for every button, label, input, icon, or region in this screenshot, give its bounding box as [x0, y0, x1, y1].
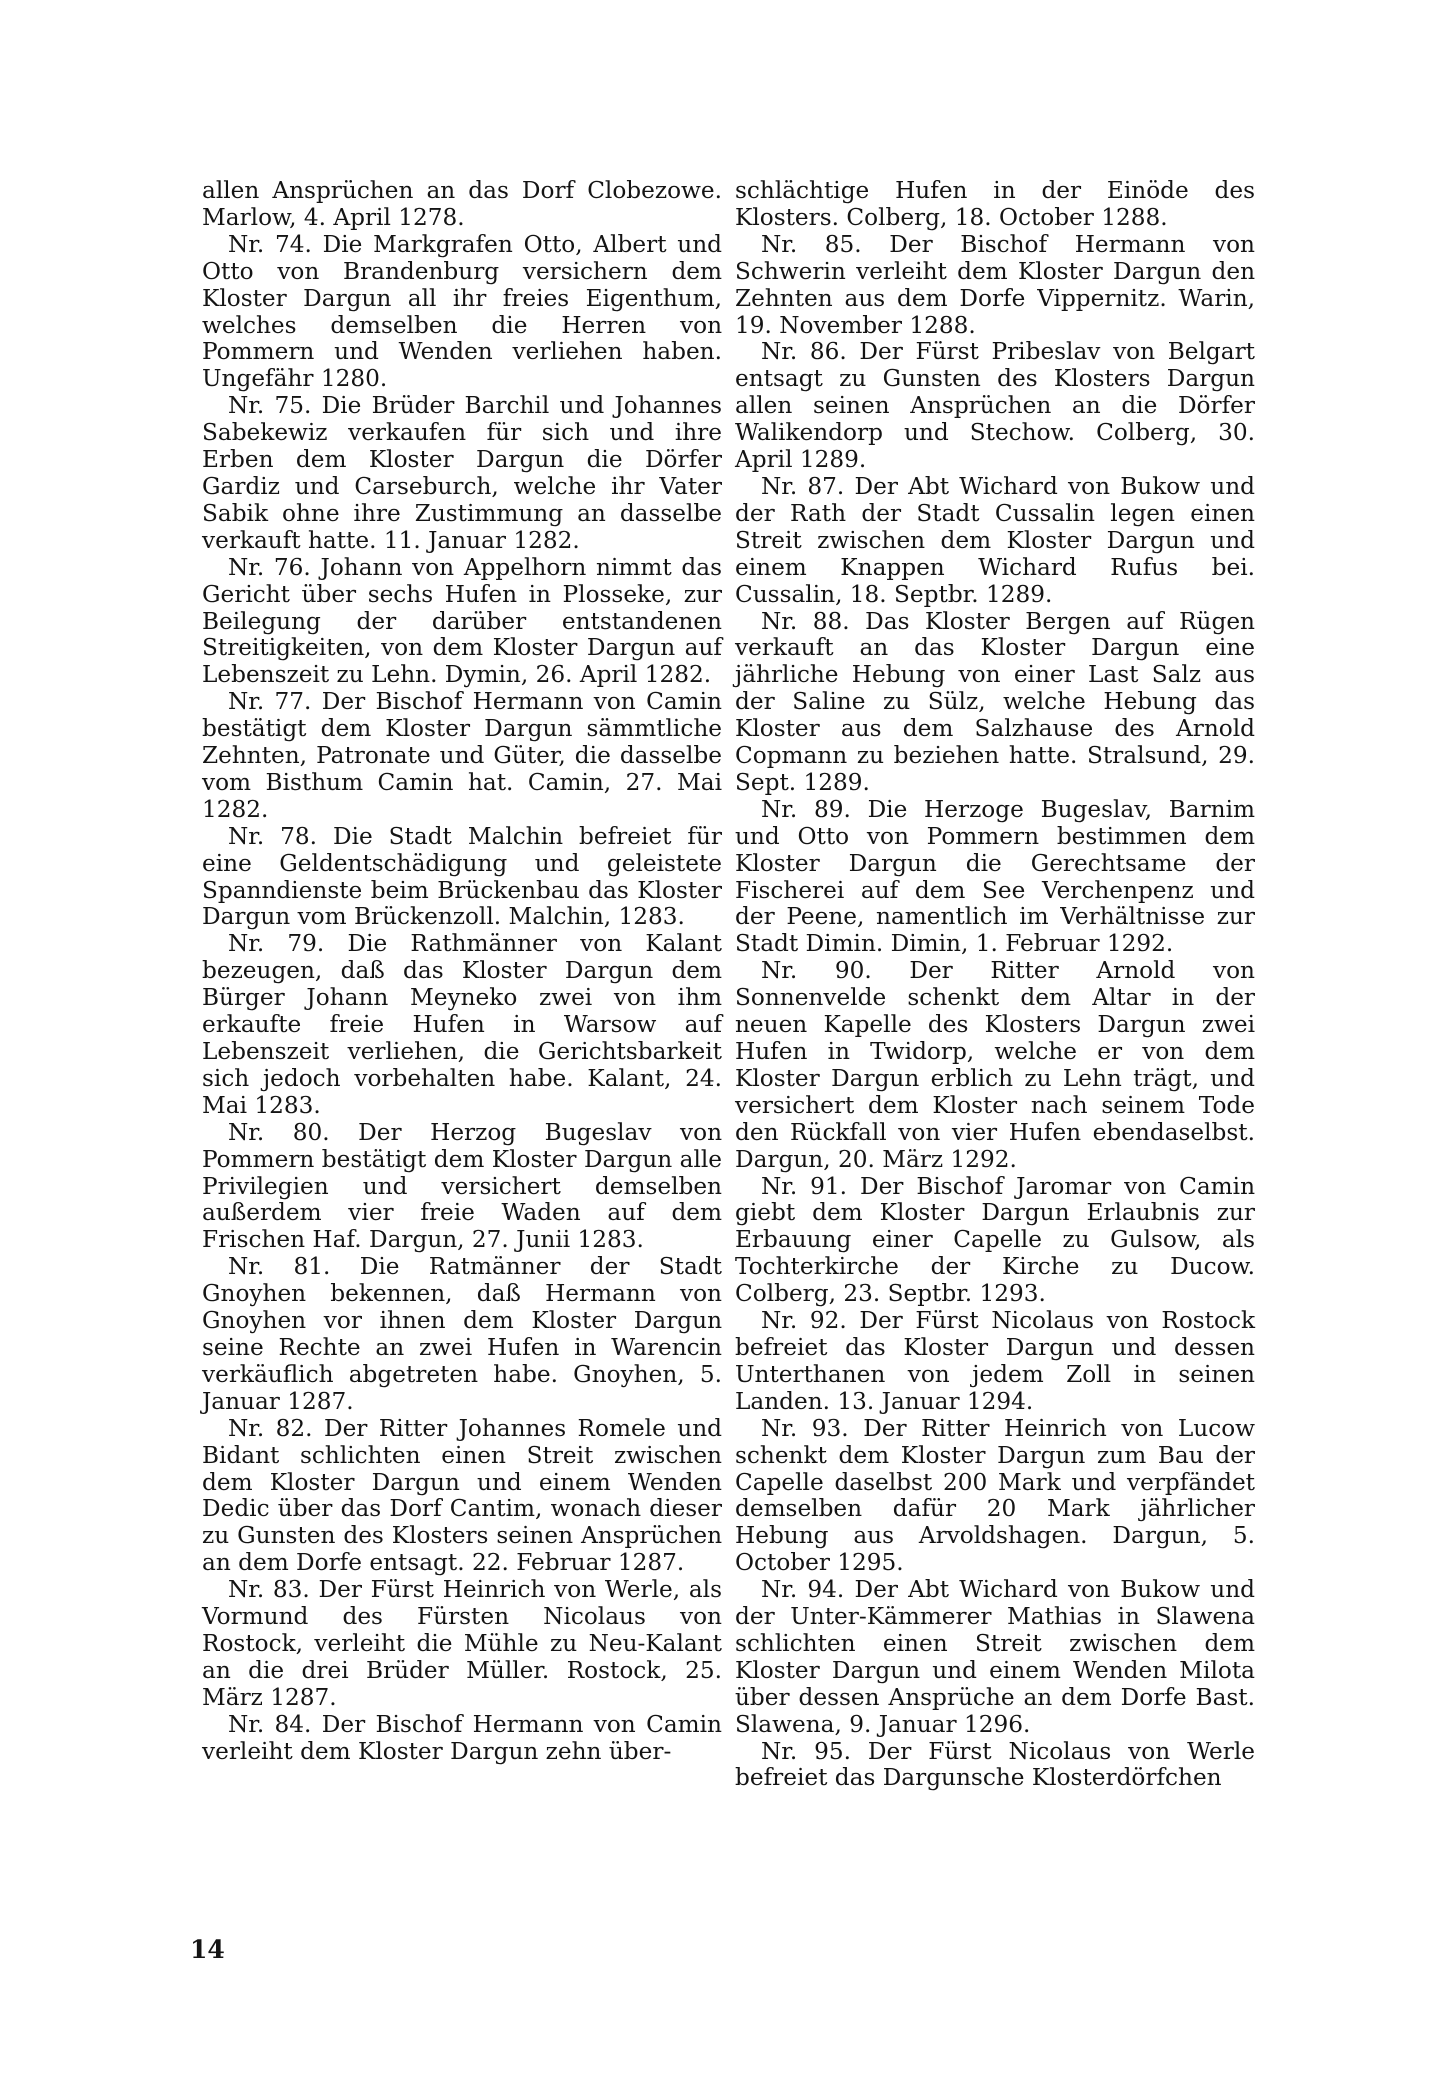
page-number: 14 — [190, 1935, 225, 1964]
left-column — [202, 178, 722, 1765]
entry-nr-83: Nr. 83. Der Fürst Heinrich von Werle, als Vormund des Fürsten Nicolaus von Rostock, verleiht die Mühle zu Neu-Kalant an die drei Brüder Müller. Rostock, 25. März 1287. — [202, 1576, 722, 1711]
entry-nr-75: Nr. 75. Die Brüder Barchil und Johannes Sabekewiz verkaufen für sich und ihre Erben dem Kloster Dargun die Dörfer Gardiz und Carseburch, welche ihr Vater Sabik ohne ihre Zustimmung an dasselbe verkauft hatte. 11. Januar 1282. — [202, 392, 722, 554]
entry-nr-82: Nr. 82. Der Ritter Johannes Romele und Bidant schlichten einen Streit zwischen dem Kloster Dargun und einem Wenden Dedic über das Dorf Cantim, wonach dieser zu Gunsten des Klosters seinen Ansprüchen an dem Dorfe entsagt. 22. Februar 1287. — [202, 1414, 722, 1577]
entry-nr-86: Nr. 86. Der Fürst Pribeslav von Belgart entsagt zu Gunsten des Klosters Dargun allen seinen Ansprüchen an die Dörfer Walikendorp und Stechow. Colberg, 30. April 1289. — [735, 338, 1255, 474]
entry-nr-89: Nr. 89. Die Herzoge Bugeslav, Barnim und Otto von Pommern bestimmen dem Kloster Dargun die Gerechtsame der Fischerei auf dem See Verchenpenz und der Peene, namentlich im Verhältnisse zur Stadt Dimin. Dimin, 1. Februar 1292. — [735, 795, 1255, 958]
entry-nr-77: Nr. 77. Der Bischof Hermann von Camin bestätigt dem Kloster Dargun sämmtliche Zehnten, Patronate und Güter, die dasselbe vom Bisthum Camin hat. Camin, 27. Mai 1282. — [202, 688, 722, 823]
entry-nr-93: Nr. 93. Der Ritter Heinrich von Lucow schenkt dem Kloster Dargun zum Bau der Capelle daselbst 200 Mark und verpfändet demselben dafür 20 Mark jährlicher Hebung aus Arvoldshagen. Dargun, 5. October 1295. — [735, 1414, 1255, 1577]
entry-nr-91: Nr. 91. Der Bischof Jaromar von Camin giebt dem Kloster Dargun Erlaubnis zur Erbauung einer Capelle zu Gulsow, als Tochterkirche der Kirche zu Ducow. Colberg, 23. Septbr. 1293. — [735, 1172, 1255, 1308]
entry-nr-78: Nr. 78. Die Stadt Malchin befreiet für eine Geldentschädigung und geleistete Spanndienste beim Brückenbau das Kloster Dargun vom Brückenzoll. Malchin, 1283. — [202, 822, 722, 931]
entry-nr-80: Nr. 80. Der Herzog Bugeslav von Pommern bestätigt dem Kloster Dargun alle Privilegien und versichert demselben außerdem vier freie Waden auf dem Frischen Haf. Dargun, 27. Junii 1283. — [202, 1118, 722, 1254]
entry-nr-74: Nr. 74. Die Markgrafen Otto, Albert und Otto von Brandenburg versichern dem Kloster Dargun all ihr freies Eigenthum, welches demselben die Herren von Pommern und Wenden verliehen haben. Ungefähr 1280. — [202, 230, 722, 393]
entry-nr-88: Nr. 88. Das Kloster Bergen auf Rügen verkauft an das Kloster Dargun eine jährliche Hebung von einer Last Salz aus der Saline zu Sülz, welche Hebung das Kloster aus dem Salzhause des Arnold Copmann zu beziehen hatte. Stralsund, 29. Sept. 1289. — [735, 607, 1255, 796]
paragraph-continuation: allen Ansprüchen an das Dorf Clobezowe. Marlow, 4. April 1278. — [202, 177, 722, 231]
entry-nr-92: Nr. 92. Der Fürst Nicolaus von Rostock befreiet das Kloster Dargun und dessen Unterthanen von jedem Zoll in seinen Landen. 13. Januar 1294. — [735, 1307, 1255, 1415]
entry-nr-76: Nr. 76. Johann von Appelhorn nimmt das Gericht über sechs Hufen in Plosseke, zur Beilegung der darüber entstandenen Streitigkeiten, von dem Kloster Dargun auf Lebenszeit zu Lehn. Dymin, 26. April 1282. — [202, 553, 722, 689]
entry-nr-79: Nr. 79. Die Rathmänner von Kalant bezeugen, daß das Kloster Dargun dem Bürger Johann Meyneko zwei von ihm erkaufte freie Hufen in Warsow auf Lebenszeit verliehen, die Gerichtsbarkeit sich jedoch vorbehalten habe. Kalant, 24. Mai 1283. — [202, 930, 722, 1119]
paragraph-continuation: schlächtige Hufen in der Einöde des Klosters. Colberg, 18. October 1288. — [735, 177, 1255, 231]
entry-nr-90: Nr. 90. Der Ritter Arnold von Sonnenvelde schenkt dem Altar in der neuen Kapelle des Klosters Dargun zwei Hufen in Twidorp, welche er von dem Kloster Dargun erblich zu Lehn trägt, und versichert dem Kloster nach seinem Tode den Rückfall von vier Hufen ebendaselbst. Dargun, 20. März 1292. — [735, 957, 1255, 1173]
entry-nr-94: Nr. 94. Der Abt Wichard von Bukow und der Unter-Kämmerer Mathias in Slawena schlichten einen Streit zwischen dem Kloster Dargun und einem Wenden Milota über dessen Ansprüche an dem Dorfe Bast. Slawena, 9. Januar 1296. — [735, 1576, 1255, 1738]
entry-nr-84: Nr. 84. Der Bischof Hermann von Camin verleiht dem Kloster Dargun zehn über- — [202, 1710, 722, 1765]
entry-nr-81: Nr. 81. Die Ratmänner der Stadt Gnoyhen bekennen, daß Hermann von Gnoyhen vor ihnen dem Kloster Dargun seine Rechte an zwei Hufen in Warencin verkäuflich abgetreten habe. Gnoyhen, 5. Januar 1287. — [202, 1253, 722, 1415]
entry-nr-87: Nr. 87. Der Abt Wichard von Bukow und der Rath der Stadt Cussalin legen einen Streit zwischen dem Kloster Dargun und einem Knappen Wichard Rufus bei. Cussalin, 18. Septbr. 1289. — [735, 472, 1255, 608]
right-column — [735, 178, 1255, 1792]
entry-nr-95: Nr. 95. Der Fürst Nicolaus von Werle befreiet das Dargunsche Klosterdörfchen — [735, 1737, 1255, 1792]
entry-nr-85: Nr. 85. Der Bischof Hermann von Schwerin verleiht dem Kloster Dargun den Zehnten aus dem Dorfe Vippernitz. Warin, 19. November 1288. — [735, 230, 1255, 339]
